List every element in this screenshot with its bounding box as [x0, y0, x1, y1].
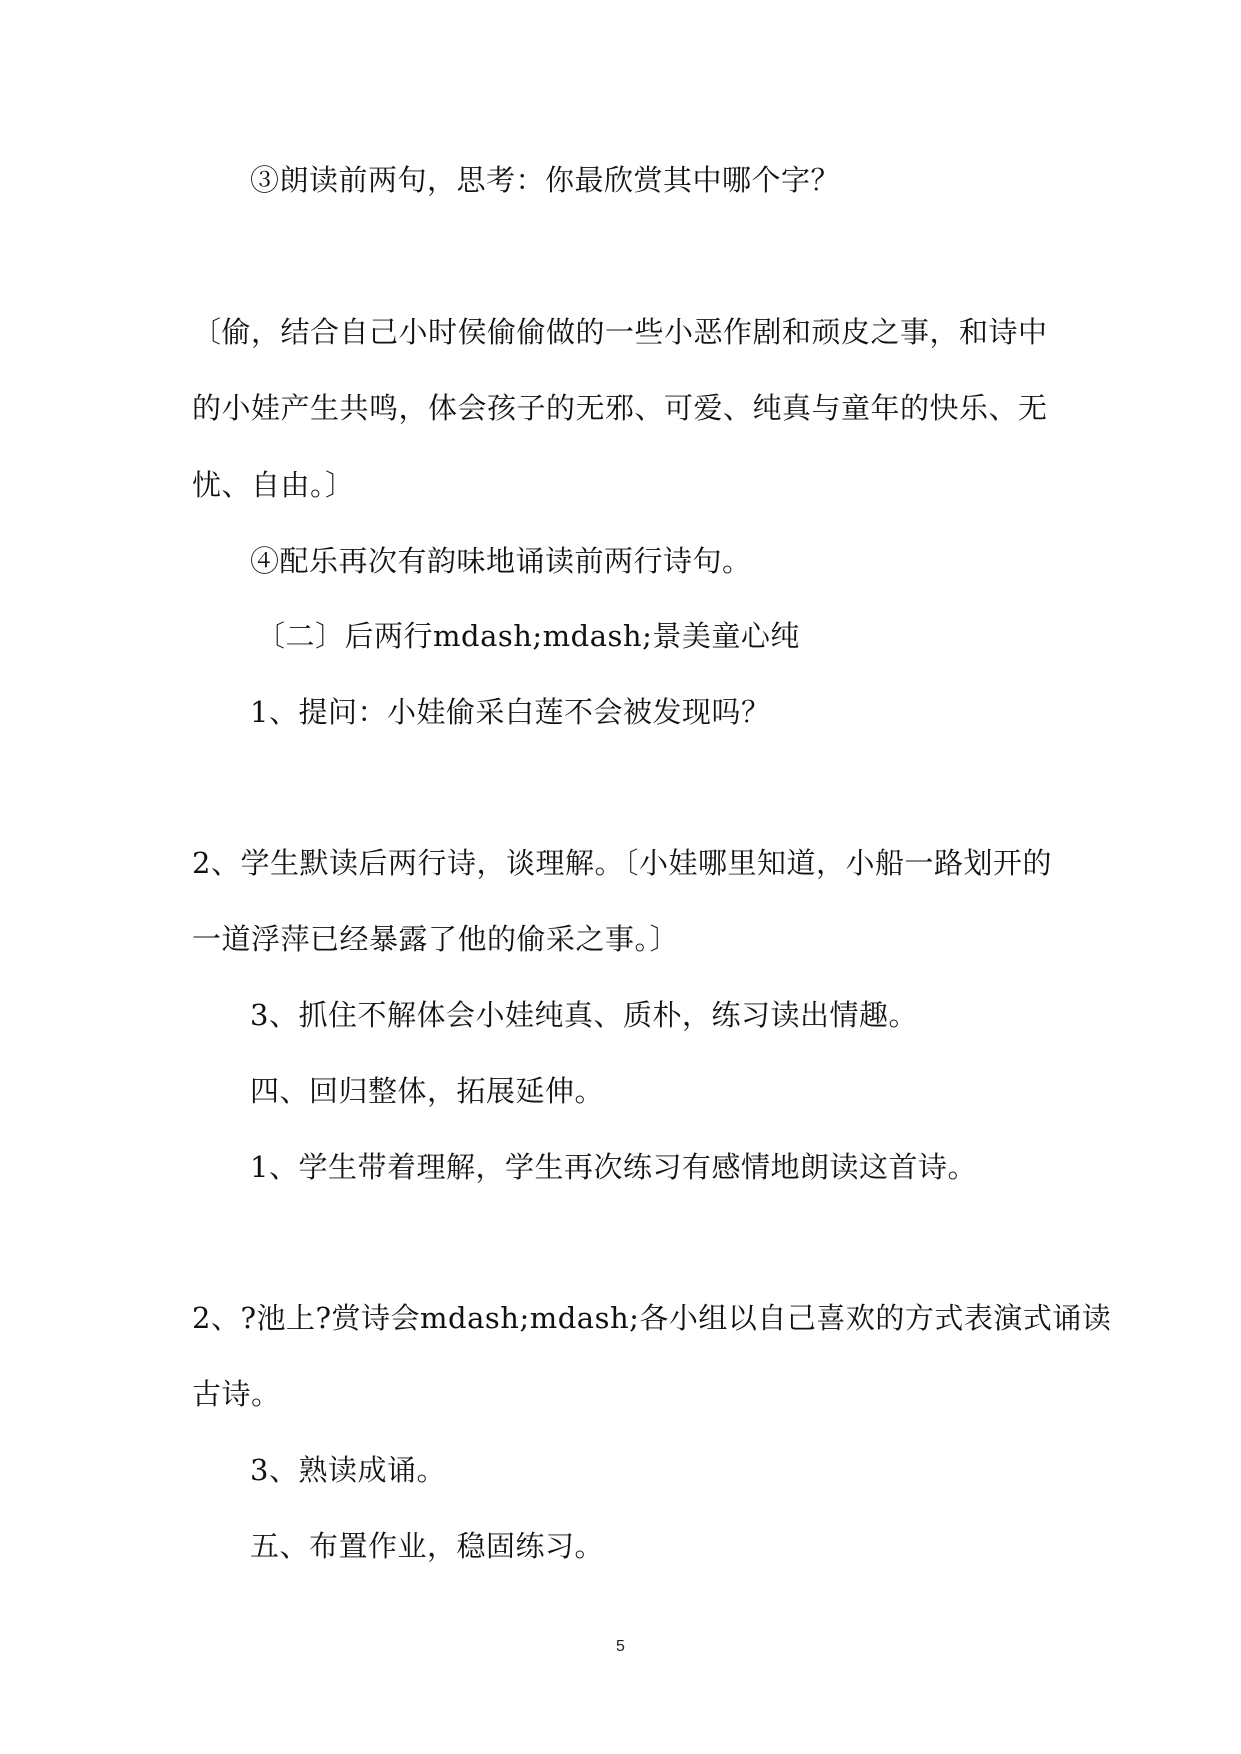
- section-heading: 四、回归整体，拓展延伸。: [250, 1074, 605, 1108]
- paragraph-line: 的小娃产生共鸣，体会孩子的无邪、可爱、纯真与童年的快乐、无: [192, 391, 1048, 425]
- paragraph-line: ③朗读前两句，思考：你最欣赏其中哪个字？: [250, 163, 841, 197]
- paragraph-line: ④配乐再次有韵味地诵读前两行诗句。: [250, 544, 752, 578]
- section-heading: 〔二〕后两行mdash;mdash;景美童心纯: [256, 619, 800, 653]
- paragraph-line: 3、熟读成诵。: [250, 1453, 446, 1487]
- paragraph-line: 一道浮萍已经暴露了他的偷采之事。〕: [192, 922, 680, 956]
- paragraph-line: 2、学生默读后两行诗，谈理解。〔小娃哪里知道，小船一路划开的: [192, 846, 1052, 880]
- page-number: 5: [616, 1638, 625, 1655]
- paragraph-line: 〔偷，结合自己小时侯偷偷做的一些小恶作剧和顽皮之事，和诗中: [192, 315, 1048, 349]
- paragraph-line: 1、学生带着理解，学生再次练习有感情地朗读这首诗。: [250, 1150, 977, 1184]
- paragraph-line: 古诗。: [192, 1377, 281, 1411]
- paragraph-line: 忧、自由。〕: [192, 468, 355, 502]
- paragraph-line: 2、?池上?赏诗会mdash;mdash;各小组以自己喜欢的方式表演式诵读: [192, 1301, 1112, 1335]
- paragraph-line: 1、提问：小娃偷采白莲不会被发现吗？: [250, 695, 771, 729]
- section-heading: 五、布置作业，稳固练习。: [250, 1529, 605, 1563]
- paragraph-line: 3、抓住不解体会小娃纯真、质朴，练习读出情趣。: [250, 998, 918, 1032]
